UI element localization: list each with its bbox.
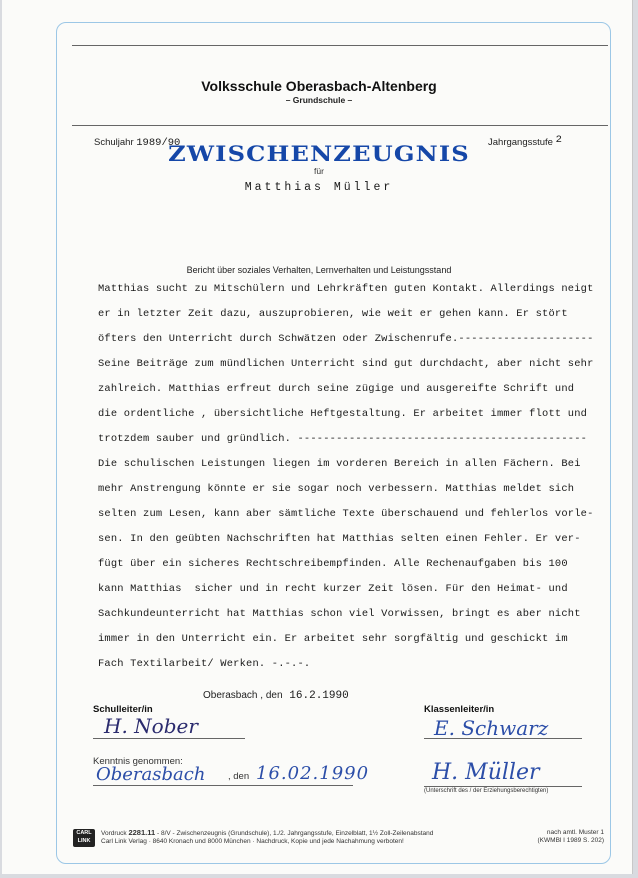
document-title: ZWISCHENZEUGNIS xyxy=(168,141,470,166)
footer-right-1: nach amtl. Muster 1 xyxy=(546,829,604,836)
report-line: kann Matthias sicher und in recht kurzer Zeit lösen. Für den Heimat- und xyxy=(98,583,568,595)
jahrgangsstufe-label: Jahrgangsstufe xyxy=(488,137,553,148)
den-label: , den xyxy=(260,690,283,701)
klassenleiter-signature: E. Schwarz xyxy=(434,716,549,740)
place: Oberasbach xyxy=(203,690,258,701)
report-line: die ordentliche , übersichtliche Heftgestaltung. Er arbeitet immer flott und xyxy=(98,408,588,420)
publisher-logo xyxy=(73,829,95,847)
report-line: Sachkundeunterricht hat Matthias schon viel Vorwissen, bringt es aber nicht xyxy=(98,608,581,620)
report-line: trotzdem sauber und gründlich. --------------------------------------------- xyxy=(98,433,588,445)
footer-right xyxy=(500,829,604,845)
top-rule xyxy=(72,45,608,46)
student-name: Matthias Müller xyxy=(244,181,394,194)
kenntnis-label: Kenntnis genommen: xyxy=(93,756,183,767)
school-name: Volksschule Oberasbach-Altenberg xyxy=(201,78,437,94)
report-line: Seine Beiträge zum mündlichen Unterricht sind gut durchdacht, aber nicht sehr xyxy=(98,358,594,370)
kenntnis-line xyxy=(93,785,353,786)
report-line: sen. In den geübten Nachschriften hat Matthias selten einen Fehler. Er ver- xyxy=(98,533,581,545)
schuljahr-label: Schuljahr xyxy=(94,137,134,148)
logo-text-bottom: LINK xyxy=(77,838,91,844)
klassenleiter-sign-line xyxy=(424,738,582,739)
logo-text-top: CARL xyxy=(76,830,92,836)
report-line: fügt über ein sicheres Rechtschreibempfinden. Alle Rechenaufgaben bis 100 xyxy=(98,558,568,570)
parent-sign-line xyxy=(424,786,582,787)
date: 16.2.1990 xyxy=(289,690,349,702)
schulleiter-sign-line xyxy=(93,738,245,739)
report-line: mehr Anstrengung könnte er sie sogar noch verbessern. Matthias meldet sich xyxy=(98,483,575,495)
footer-line-2: Carl Link Verlag · 8640 Kronach und 8000 München · Nachdruck, Kopie und jede Nachahmung verboten! xyxy=(101,838,404,845)
schulleiter-signature: H. Nober xyxy=(104,714,198,738)
report-heading: Bericht über soziales Verhalten, Lernverhalten und Leistungsstand xyxy=(186,265,452,275)
kenntnis-place: Oberasbach xyxy=(96,764,206,785)
report-line: öfters den Unterricht durch Schwätzen oder Zwischenrufe.--------------------- xyxy=(98,333,594,345)
footer-left xyxy=(101,829,461,846)
footer-line-1 xyxy=(101,829,461,838)
footer-right-2: (KWMBl I 1989 S. 202) xyxy=(537,837,604,844)
place-date xyxy=(203,690,349,702)
report-line: selten zum Lesen, kann aber sämtliche Texte überschauend und fehlerlos vorle- xyxy=(98,508,594,520)
footer-prefix: Vordruck xyxy=(101,830,127,837)
footer-description: - 8/V - Zwischenzeugnis (Grundschule), 1./2. Jahrgangsstufe, Einzelblatt, 1½ Zoll-Zeilenabstand xyxy=(156,830,434,837)
parent-caption: (Unterschrift des / der Erziehungsberechtigten) xyxy=(424,788,549,794)
form-number: 2281.11 xyxy=(128,828,156,837)
schuljahr-value: 1989/90 xyxy=(136,137,181,149)
report-line: Fach Textilarbeit/ Werken. -.-.-. xyxy=(98,658,311,670)
kenntnis-date: 16.02.1990 xyxy=(256,763,370,784)
parent-signature: H. Müller xyxy=(432,760,540,785)
report-line: er in letzter Zeit dazu, auszuprobieren, wie weit er gehen kann. Er stört xyxy=(98,308,568,320)
report-line: Die schulischen Leistungen liegen im vorderen Bereich in allen Fächern. Bei xyxy=(98,458,581,470)
kenntnis-den: , den xyxy=(228,771,250,782)
report-line: zahlreich. Matthias erfreut durch seine zügige und ausgereifte Schrift und xyxy=(98,383,575,395)
report-line: Matthias sucht zu Mitschülern und Lehrkräften guten Kontakt. Allerdings neigt xyxy=(98,283,594,295)
report-line: immer in den Unterricht ein. Er arbeitet sehr sorgfältig und geschickt im xyxy=(98,633,568,645)
school-type: – Grundschule – xyxy=(285,95,353,105)
schulleiter-label: Schulleiter/in xyxy=(93,704,153,715)
fuer-label: für xyxy=(314,166,324,176)
klassenleiter-label: Klassenleiter/in xyxy=(424,704,495,715)
jahrgangsstufe-value: 2 xyxy=(555,134,562,146)
header-rule xyxy=(72,125,608,126)
